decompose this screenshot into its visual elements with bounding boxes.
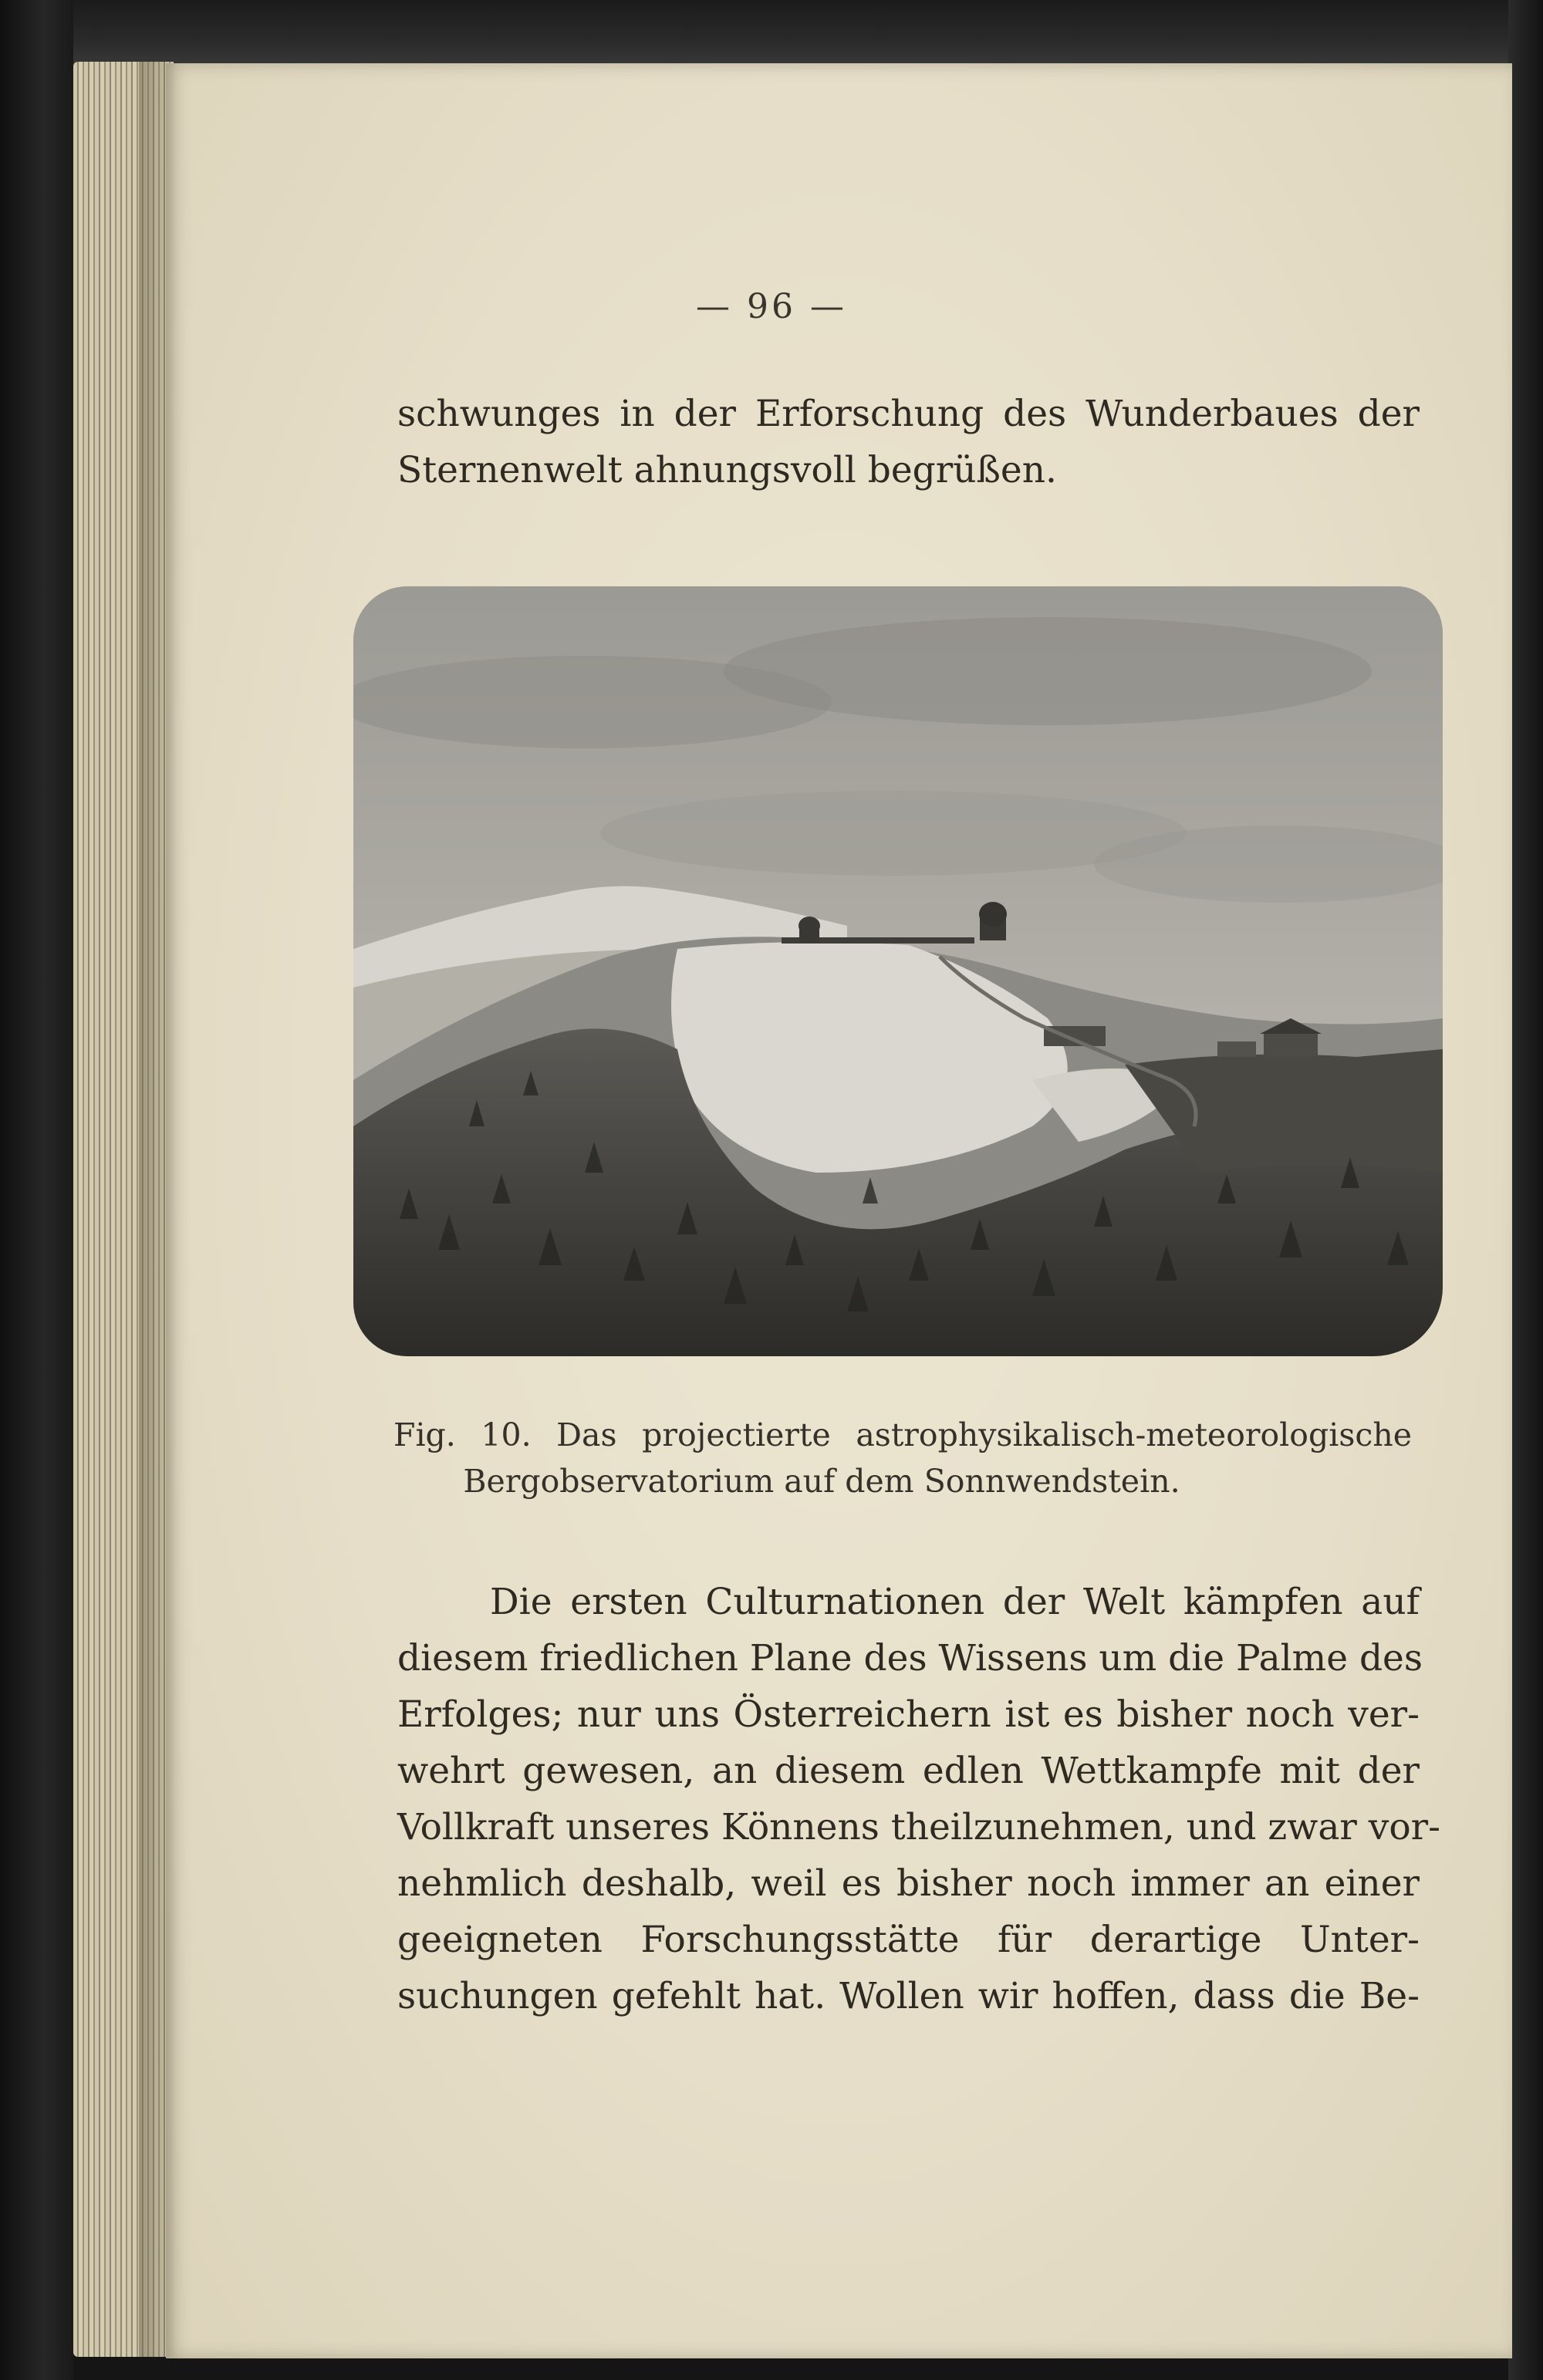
text-line: wehrt gewesen, an diesem edlen Wettkampfe mit der — [397, 1750, 1420, 1792]
text-line: nehmlich deshalb, weil es bisher noch immer an einer — [397, 1862, 1420, 1905]
book-binding-left — [0, 0, 73, 2380]
page-gutter-shadow — [139, 62, 176, 2357]
text-line: suchungen gefehlt hat. Wollen wir hoffen, dass die Be- — [397, 1975, 1420, 2017]
observatory-mountain-illustration — [353, 586, 1443, 1356]
text-line: Erfolges; nur uns Österreichern ist es bisher noch ver- — [397, 1693, 1420, 1736]
text-line: schwunges in der Erforschung des Wunderbaues der — [397, 393, 1420, 435]
text-line: Die ersten Culturnationen der Welt kämpfen auf — [490, 1581, 1420, 1623]
figure-caption-line: Fig. 10. Das projectierte astrophysikalisch-meteorologische — [393, 1416, 1412, 1453]
page-number: — 96 — — [696, 287, 847, 326]
text-line: diesem friedlichen Plane des Wissens um die Palme des — [397, 1637, 1423, 1680]
top-paragraph — [397, 386, 1420, 498]
text-line: Sternenwelt ahnungsvoll begrüßen. — [397, 449, 1057, 491]
text-line: Vollkraft unseres Könnens theilzunehmen, und zwar vor- — [397, 1806, 1440, 1848]
book-binding-right — [1508, 0, 1543, 2380]
text-line: geeigneten Forschungsstätte für derartige Unter- — [397, 1919, 1420, 1961]
book-binding-top — [0, 0, 1543, 69]
figure-caption-line: Bergobservatorium auf dem Sonnwendstein. — [463, 1463, 1180, 1500]
main-paragraph — [397, 1574, 1440, 2024]
